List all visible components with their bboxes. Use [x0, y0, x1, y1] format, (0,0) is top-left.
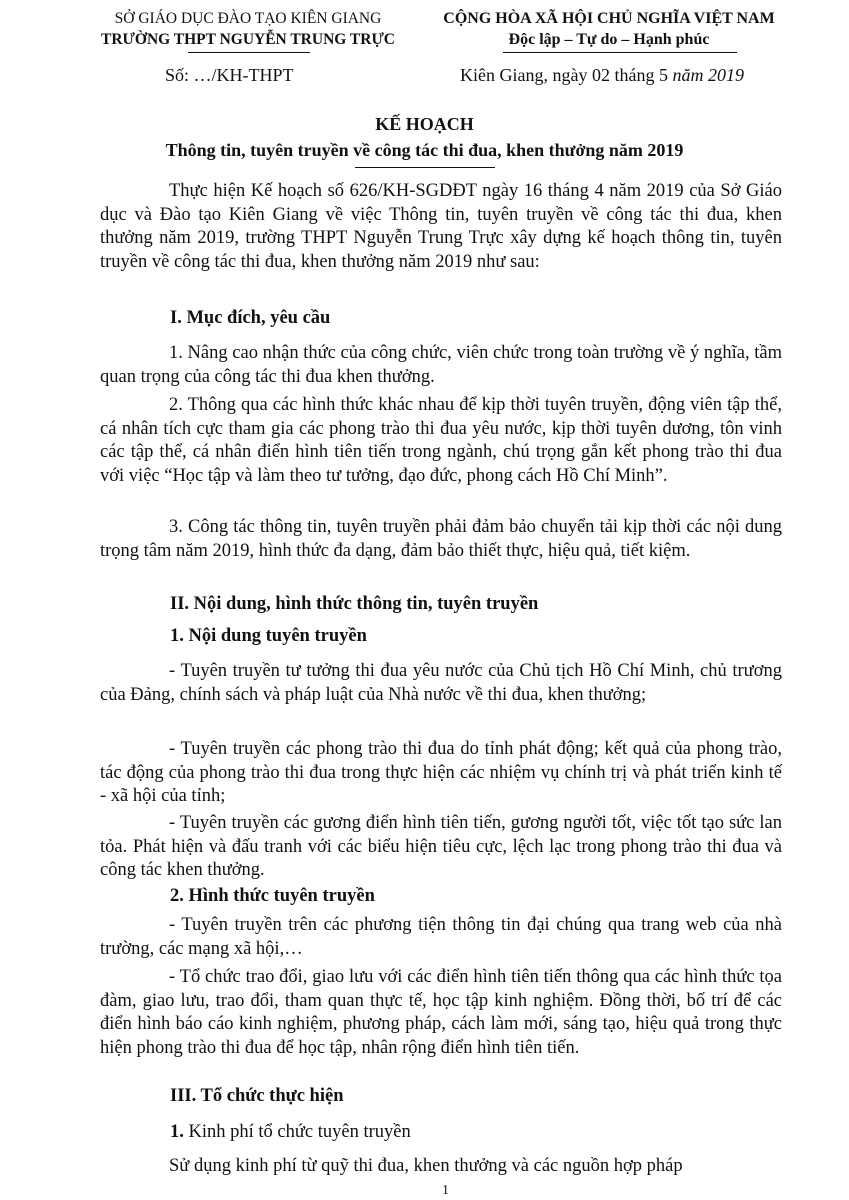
agency-line-2: TRƯỜNG THPT NGUYỄN TRUNG TRỰC: [101, 31, 395, 48]
section-1-item-2: 2. Thông qua các hình thức khác nhau để kịp thời tuyên truyền, động viên tập thể, cá nhân tích cực tham gia các phong trào thi đua yêu nước, kịp thời tuyên dương, tôn vinh các tập thể, cá nhân điển hình tiên tiến trong ngành, chú trọng gắn kết phong trào thi đua với việc “Học tập và làm theo tư tưởng, đạo đức, phong cách Hồ Chí Minh”.: [100, 395, 782, 486]
section-2-sub-2: 2. Hình thức tuyên truyền: [170, 886, 375, 906]
title-underline: [355, 167, 495, 168]
nation-line-1: CỘNG HÒA XÃ HỘI CHỦ NGHĨA VIỆT NAM: [443, 10, 775, 27]
section-2-heading: II. Nội dung, hình thức thông tin, tuyên truyền: [170, 594, 539, 614]
agency-underline: [188, 52, 310, 53]
intro-paragraph: Thực hiện Kế hoạch số 626/KH-SGDĐT ngày 16 tháng 4 năm 2019 của Sở Giáo dục và Đào tạo Kiên Giang về việc Thông tin, tuyên truyền về công tác thi đua, khen thưởng năm 2019, trường THPT Nguyễn Trung Trực xây dựng kế hoạch thông tin, tuyên truyền về công tác thi đua, khen thưởng năm 2019 như sau:: [100, 181, 782, 272]
section-1-item-3: 3. Công tác thông tin, tuyên truyền phải đảm bảo chuyển tải kịp thời các nội dung trọng tâm năm 2019, hình thức đa dạng, đảm bảo thiết thực, hiệu quả, tiết kiệm.: [100, 517, 782, 561]
section-3-heading: III. Tổ chức thực hiện: [170, 1086, 344, 1106]
date-year: năm 2019: [672, 65, 744, 85]
section-2-bullet-4: - Tuyên truyền trên các phương tiện thông tin đại chúng qua trang web của nhà trường, các mạng xã hội,…: [100, 915, 782, 959]
section-3-last-line: Sử dụng kinh phí từ quỹ thi đua, khen thưởng và các nguồn hợp pháp: [169, 1156, 683, 1176]
section-2-sub-1: 1. Nội dung tuyên truyền: [170, 626, 367, 646]
page-number: 1: [442, 1183, 449, 1198]
date-prefix: Kiên Giang, ngày 02 tháng 5: [460, 65, 673, 85]
document-title: KẾ HOẠCH: [375, 114, 474, 134]
section-3-sub-1-number: 1.: [170, 1122, 184, 1142]
nation-line-2: Độc lập – Tự do – Hạnh phúc: [508, 31, 710, 48]
section-1-item-1: 1. Nâng cao nhận thức của công chức, viên chức trong toàn trường về ý nghĩa, tầm quan trọng của công tác thi đua khen thưởng.: [100, 343, 782, 387]
section-2-bullet-2: - Tuyên truyền các phong trào thi đua do tỉnh phát động; kết quả của phong trào, tác động của phong trào thi đua trong thực hiện các nhiệm vụ chính trị và phát triển kinh tế - xã hội của tỉnh;: [100, 739, 782, 806]
document-number: Số: …/KH-THPT: [165, 65, 294, 85]
document-subtitle: Thông tin, tuyên truyền về công tác thi đua, khen thưởng năm 2019: [165, 140, 684, 160]
nation-underline: [503, 52, 737, 53]
document-date: [460, 65, 744, 86]
section-1-heading: I. Mục đích, yêu cầu: [170, 308, 331, 328]
section-2-bullet-5: - Tổ chức trao đổi, giao lưu với các điển hình tiên tiến thông qua các hình thức tọa đàm, giao lưu, trao đổi, tham quan thực tế, học tập kinh nghiệm. Đồng thời, bố trí để các điển hình báo cáo kinh nghiệm, phương pháp, cách làm mới, sáng tạo, hiệu quả trong thực hiện phong trào thi đua để học tập, nhân rộng điển hình tiên tiến.: [100, 967, 782, 1058]
section-2-bullet-3: - Tuyên truyền các gương điển hình tiên tiến, gương người tốt, việc tốt tạo sức lan tỏa. Phát hiện và đấu tranh với các biểu hiện tiêu cực, lệch lạc trong phong trào thi đua và công tác khen thưởng.: [100, 813, 782, 880]
section-2-bullet-1: - Tuyên truyền tư tưởng thi đua yêu nước của Chủ tịch Hồ Chí Minh, chủ trương của Đảng, chính sách và pháp luật của Nhà nước về thi đua, khen thưởng;: [100, 661, 782, 705]
agency-header: [98, 8, 398, 50]
nation-header: [420, 8, 798, 50]
section-3-sub-1: [170, 1122, 411, 1143]
agency-line-1: SỞ GIÁO DỤC ĐÀO TẠO KIÊN GIANG: [114, 10, 382, 27]
section-3-sub-1-text: Kinh phí tổ chức tuyên truyền: [183, 1122, 411, 1142]
